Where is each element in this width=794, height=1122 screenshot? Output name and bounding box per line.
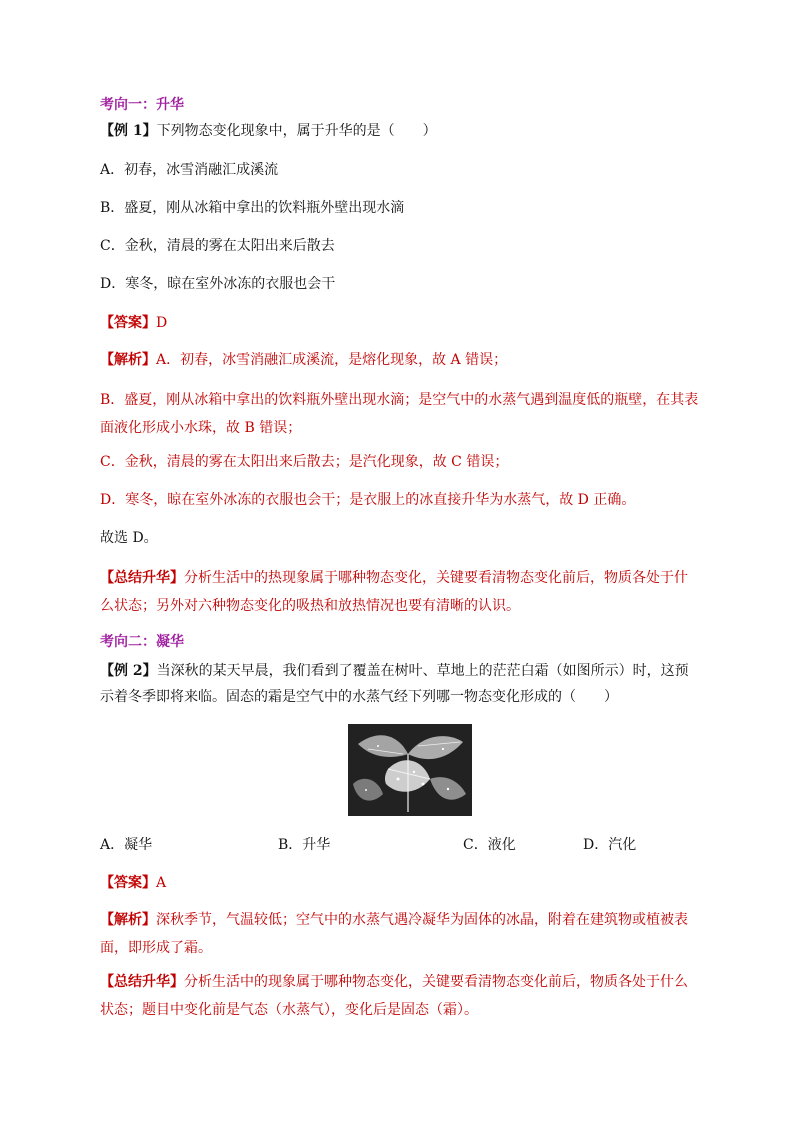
example-1-option-b: B．盛夏，刚从冰箱中拿出的饮料瓶外壁出现水滴 (100, 200, 405, 216)
example-2-analysis (100, 906, 700, 962)
example-1-question (100, 121, 437, 141)
answer-tag: 【答案】 (100, 315, 156, 331)
analysis-text-2: 深秋季节，气温较低；空气中的水蒸气遇冷凝华为固体的冰晶，附着在建筑物或植被表面，即形成了霜。 (100, 912, 688, 956)
summary-text-2: 分析生活中的现象属于哪种物态变化，关键要看清物态变化前后，物质各处于什么状态；题目中变化前是气态（水蒸气），变化后是固态（霜）。 (100, 974, 688, 1018)
example-2-option-a: A．凝华 (100, 837, 153, 853)
example-2-option-b: B．升华 (278, 837, 331, 853)
analysis-tag-2: 【解析】 (100, 912, 156, 928)
example-2-text: 当深秋的某天早晨，我们看到了覆盖在树叶、草地上的茫茫白霜（如图所示）时，这预示着冬季即将来临。固态的霜是空气中的水蒸气经下列哪一物态变化形成的（ ） (100, 663, 689, 705)
analysis-tag: 【解析】 (100, 352, 156, 368)
section-title-sublimation: 考向一：升华 (100, 97, 184, 113)
example-2-question (100, 658, 700, 710)
example-1-option-a: A．初春，冰雪消融汇成溪流 (100, 162, 279, 178)
example-2-answer (100, 873, 166, 893)
summary-tag-2: 【总结升华】 (100, 974, 184, 990)
example-1-conclusion: 故选 D。 (100, 530, 158, 546)
example-1-tag: 【例 1】 (100, 123, 157, 139)
example-1-option-d: D．寒冬，晾在室外冰冻的衣服也会干 (100, 276, 336, 292)
example-1-option-c: C．金秋，清晨的雾在太阳出来后散去 (100, 238, 335, 254)
answer-value-2: A (156, 875, 167, 891)
example-2-tag: 【例 2】 (100, 663, 157, 679)
example-1-text: 下列物态变化现象中，属于升华的是（ ） (156, 123, 437, 139)
example-1-analysis-b: B．盛夏，刚从冰箱中拿出的饮料瓶外壁出现水滴；是空气中的水蒸气遇到温度低的瓶壁，在其表面液化形成小水珠，故 B 错误； (100, 392, 699, 436)
section-title-deposition: 考向二：凝华 (100, 634, 184, 650)
example-2-option-c: C．液化 (463, 837, 516, 853)
summary-tag: 【总结升华】 (100, 570, 184, 586)
example-1-analysis-d: D．寒冬，晾在室外冰冻的衣服也会干；是衣服上的冰直接升华为水蒸气，故 D 正确。 (100, 492, 636, 508)
summary-text: 分析生活中的热现象属于哪种物态变化，关键要看清物态变化前后，物质各处于什么状态；另外对六种物态变化的吸热和放热情况也要有清晰的认识。 (100, 570, 688, 614)
example-2-summary (100, 968, 700, 1024)
answer-tag-2: 【答案】 (100, 875, 156, 891)
example-1-summary (100, 564, 700, 620)
analysis-line-a: A．初春，冰雪消融汇成溪流，是熔化现象，故 A 错误； (156, 352, 508, 368)
answer-value: D (156, 315, 168, 331)
example-1-analysis-a (100, 350, 507, 370)
example-2-option-d: D．汽化 (583, 837, 637, 853)
example-1-answer (100, 313, 167, 333)
example-1-analysis-c: C．金秋，清晨的雾在太阳出来后散去；是汽化现象，故 C 错误； (100, 454, 509, 470)
example-2-options (0, 835, 794, 855)
frost-leaf-photo (348, 724, 472, 816)
